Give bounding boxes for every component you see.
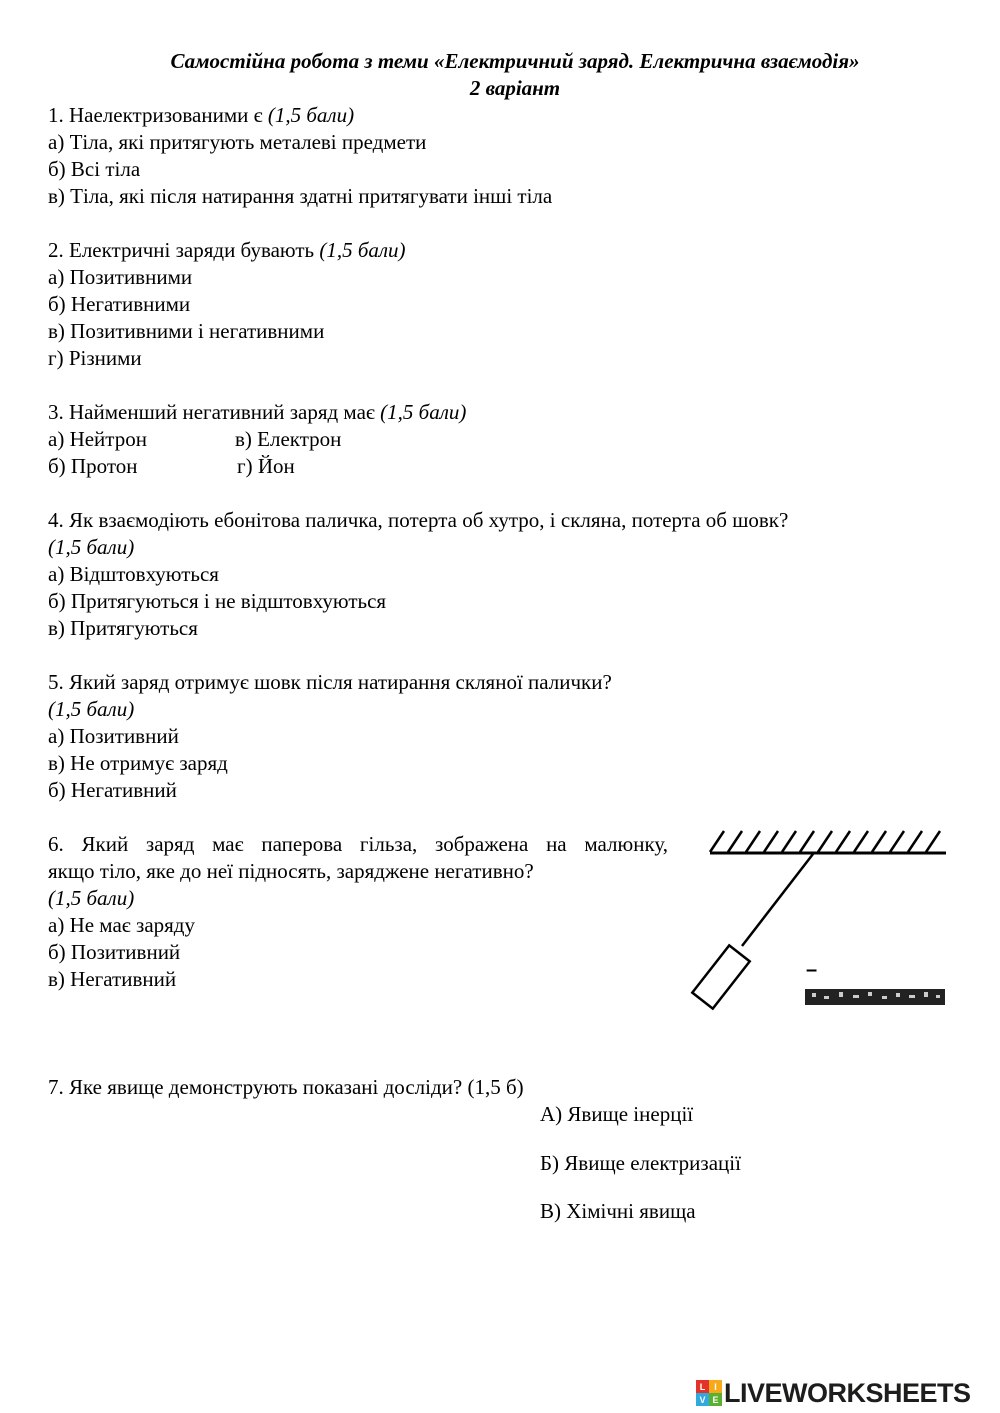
q7-option-b[interactable]: Б) Явище електризації — [540, 1151, 741, 1175]
q4-option-c[interactable]: в) Притягуються — [48, 616, 198, 640]
question-3-text: 3. Найменший негативний заряд має — [48, 400, 375, 424]
q1-option-c[interactable]: в) Тіла, які після натирання здатні притягувати інші тіла — [48, 184, 553, 208]
q6-option-a[interactable]: а) Не має заряду — [48, 913, 195, 937]
question-5-text: 5. Який заряд отримує шовк після натирання скляної палички? — [48, 670, 612, 694]
question-1-text: 1. Наелектризованими є — [48, 103, 263, 127]
thread — [742, 854, 813, 946]
charged-body-pendulum-diagram-icon — [690, 824, 955, 1024]
q4-option-b[interactable]: б) Притягуються і не відштовхуються — [48, 589, 387, 613]
liveworksheets-logo-icon — [696, 1380, 722, 1406]
liveworksheets-logo[interactable] — [696, 1376, 971, 1410]
q5-option-c[interactable]: б) Негативний — [48, 778, 177, 802]
question-6-line-2: якщо тіло, яке до неї підносять, заряджене негативно? — [48, 859, 534, 883]
q5-option-b[interactable]: в) Не отримує заряд — [48, 751, 228, 775]
q5-option-a[interactable]: а) Позитивний — [48, 724, 179, 748]
q1-option-b[interactable]: б) Всі тіла — [48, 157, 141, 181]
logo-letter-v: V — [696, 1393, 709, 1406]
question-7-text: 7. Яке явище демонструють показані досліди? (1,5 б) — [48, 1075, 524, 1099]
q3-option-c[interactable]: в) Електрон — [235, 427, 342, 451]
q3-option-d[interactable]: г) Йон — [237, 454, 295, 478]
negative-sign: – — [806, 959, 818, 981]
logo-letter-i: I — [709, 1380, 722, 1393]
q6-option-b[interactable]: б) Позитивний — [48, 940, 181, 964]
question-2 — [48, 237, 406, 264]
variant-label: 2 варіант — [469, 76, 561, 100]
liveworksheets-logo-text: LIVEWORKSHEETS — [724, 1377, 971, 1408]
logo-letter-l: L — [696, 1380, 709, 1393]
worksheet-title: Самостійна робота з теми «Електричний заряд. Електрична взаємодія» — [170, 49, 860, 73]
question-4-points: (1,5 бали) — [48, 535, 135, 559]
ceiling-hatching — [710, 831, 940, 852]
question-6-line-1 — [48, 831, 668, 858]
q4-option-a[interactable]: а) Відштовхуються — [48, 562, 219, 586]
question-1-points: (1,5 бали) — [267, 103, 355, 127]
q6-option-c[interactable]: в) Негативний — [48, 967, 177, 991]
question-3-points: (1,5 бали) — [380, 400, 467, 424]
q7-option-a[interactable]: А) Явище інерції — [540, 1102, 694, 1126]
q2-option-b[interactable]: б) Негативними — [48, 292, 191, 316]
question-6-points: (1,5 бали) — [48, 886, 135, 910]
q3-option-b[interactable]: б) Протон — [48, 454, 138, 478]
question-3 — [48, 399, 466, 426]
question-1 — [48, 102, 354, 129]
q2-option-c[interactable]: в) Позитивними і негативними — [48, 319, 325, 343]
q2-option-a[interactable]: а) Позитивними — [48, 265, 193, 289]
question-6-text-1: 6. Який заряд має паперова гільза, зображена на малюнку, — [48, 832, 668, 856]
pendulum-diagram — [690, 824, 955, 1024]
question-2-text: 2. Електричні заряди бувають — [48, 238, 315, 262]
question-5-points: (1,5 бали) — [48, 697, 135, 721]
question-2-points: (1,5 бали) — [319, 238, 406, 262]
paper-sleeve — [692, 945, 749, 1008]
q7-option-c[interactable]: В) Хімічні явища — [540, 1199, 696, 1223]
q1-option-a[interactable]: а) Тіла, які притягують металеві предмети — [48, 130, 427, 154]
logo-letter-e: E — [709, 1393, 722, 1406]
q2-option-d[interactable]: г) Різними — [48, 346, 142, 370]
question-4-text: 4. Як взаємодіють ебонітова паличка, потерта об хутро, і скляна, потерта об шовк? — [48, 508, 789, 532]
q3-option-a[interactable]: а) Нейтрон — [48, 427, 147, 451]
